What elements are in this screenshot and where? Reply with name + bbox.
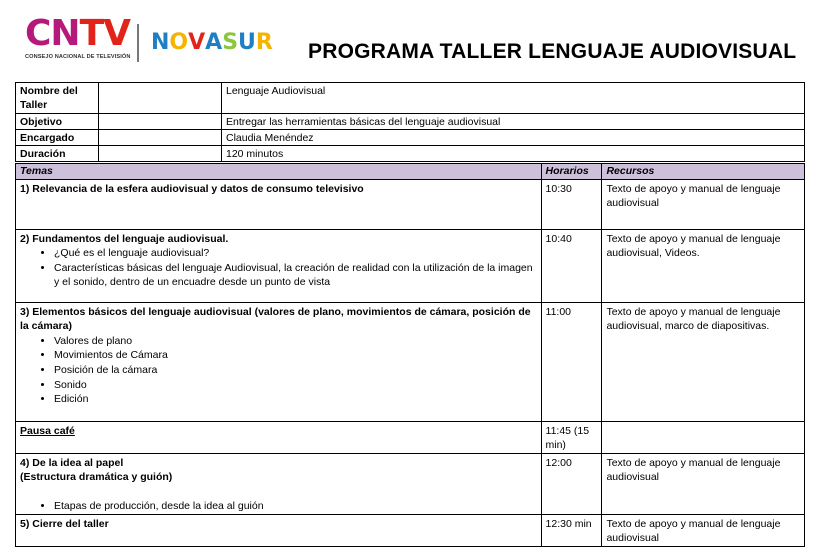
schedule-row [16, 453, 805, 514]
logo-divider [137, 24, 139, 62]
topic-cell [16, 179, 542, 229]
list-item: • Características básicas del lenguaje Audiovisual, la creación de realidad con la utilización de la imagen y el sonido, dentro de un encuadre desde un punto de vista [54, 261, 537, 290]
resources-cell: Texto de apoyo y manual de lenguaje audiovisual [602, 453, 805, 514]
novasur-logo-letter: U [238, 30, 256, 55]
resources-cell: Texto de apoyo y manual de lenguaje audiovisual [602, 179, 805, 229]
list-item: • Posición de la cámara [54, 363, 537, 378]
cntv-logo-main: CN [25, 13, 80, 54]
topic-title: 1) Relevancia de la esfera audiovisual y datos de consumo televisivo [20, 182, 364, 195]
bullet-list [20, 334, 537, 407]
time-cell: 10:30 [541, 179, 602, 229]
list-item: • ¿Qué es el lenguaje audiovisual? [54, 246, 537, 261]
schedule-header-row [16, 164, 805, 180]
resources-cell: Texto de apoyo y manual de lenguaje audiovisual, Videos. [602, 229, 805, 302]
novasur-logo-letter: V [188, 30, 206, 55]
novasur-logo-letter: R [255, 30, 273, 55]
horarios-header: Horarios [541, 164, 602, 180]
encargado-empty-cell [99, 130, 222, 146]
resources-cell: Texto de apoyo y manual de lenguaje audiovisual, marco de diapositivas. [602, 302, 805, 421]
topic-subtitle: (Estructura dramática y guión) [20, 471, 173, 484]
objetivo-value: Entregar las herramientas básicas del lenguaje audiovisual [222, 114, 805, 130]
novasur-logo-letter: O [169, 30, 189, 55]
workshop-info-table [15, 82, 805, 162]
list-item: • Movimientos de Cámara [54, 348, 537, 363]
schedule-row [16, 229, 805, 302]
time-cell: 11:00 [541, 302, 602, 421]
schedule-row [16, 514, 805, 546]
novasur-logo-letter: S [222, 30, 239, 55]
schedule-row [16, 179, 805, 229]
list-item: • Valores de plano [54, 334, 537, 349]
cntv-logo-subtitle: CONSEJO NACIONAL DE TELEVISIÓN [25, 54, 131, 60]
topic-cell [16, 514, 542, 546]
topic-title: 4) De la idea al papel [20, 456, 124, 469]
temas-header: Temas [16, 164, 542, 180]
info-row-encargado [16, 130, 805, 146]
schedule-row [16, 302, 805, 421]
novasur-logo [151, 30, 273, 60]
schedule-row [16, 421, 805, 453]
cntv-logo-accent: TV [79, 13, 130, 54]
info-row-duracion [16, 146, 805, 162]
nombre-value: Lenguaje Audiovisual [222, 83, 805, 114]
list-item: • Sonido [54, 378, 537, 393]
time-cell: 10:40 [541, 229, 602, 302]
topic-cell [16, 453, 542, 514]
topic-cell [16, 229, 542, 302]
topic-cell [16, 421, 542, 453]
resources-cell [602, 421, 805, 453]
novasur-logo-letter: N [151, 30, 170, 55]
list-item: • Etapas de producción, desde la idea al guión [54, 499, 537, 514]
time-cell: 12:00 [541, 453, 602, 514]
objetivo-empty-cell [99, 114, 222, 130]
topic-title: 2) Fundamentos del lenguaje audiovisual. [20, 232, 229, 245]
list-item: • Edición [54, 392, 537, 407]
bullet-list [20, 246, 537, 290]
novasur-logo-letter: A [205, 30, 223, 55]
info-row-nombre [16, 83, 805, 114]
topic-title: 3) Elementos básicos del lenguaje audiovisual (valores de plano, movimientos de cámara, posición de la cámara) [20, 305, 531, 333]
resources-cell: Texto de apoyo y manual de lenguaje audiovisual [602, 514, 805, 546]
page-title: PROGRAMA TALLER LENGUAJE AUDIOVISUAL [308, 40, 797, 63]
duracion-empty-cell [99, 146, 222, 162]
pausa-cafe-label: Pausa café [20, 424, 75, 437]
recursos-header: Recursos [602, 164, 805, 180]
page-header [0, 0, 819, 80]
encargado-value: Claudia Menéndez [222, 130, 805, 146]
duracion-value: 120 minutos [222, 146, 805, 162]
duracion-label: Duración [16, 146, 99, 162]
time-cell: 11:45 (15 min) [541, 421, 602, 453]
cntv-logo [25, 13, 131, 62]
time-cell: 12:30 min [541, 514, 602, 546]
topic-cell [16, 302, 542, 421]
schedule-table [15, 163, 805, 547]
bullet-list [20, 499, 537, 514]
nombre-empty-cell [99, 83, 222, 114]
topic-title: 5) Cierre del taller [20, 517, 109, 530]
info-row-objetivo [16, 114, 805, 130]
encargado-label: Encargado [16, 130, 99, 146]
nombre-label: Nombre del Taller [16, 83, 99, 114]
objetivo-label: Objetivo [16, 114, 99, 130]
